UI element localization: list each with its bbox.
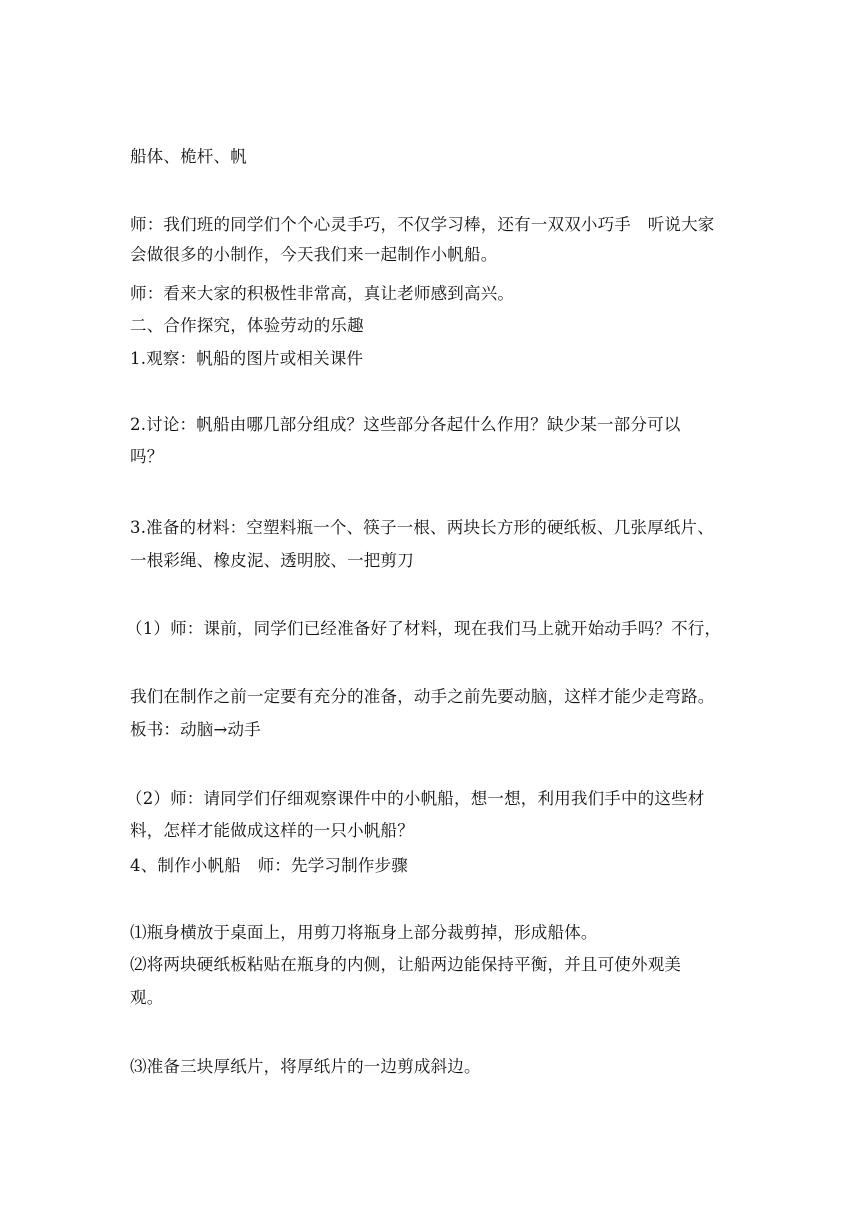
- text-line: ⑵将两块硬纸板粘贴在瓶身的内侧，让船两边能保持平衡，并且可使外观美: [130, 955, 682, 974]
- text-line: （1）师：课前，同学们已经准备好了材料，现在我们马上就开始动手吗？不行，: [126, 619, 722, 638]
- text-line: 吗？: [130, 447, 164, 466]
- text-line: 师：看来大家的积极性非常高，真让老师感到高兴。: [130, 284, 515, 303]
- text-line: 观。: [130, 988, 164, 1007]
- text-line: （2）师：请同学们仔细观察课件中的小帆船，想一想，利用我们手中的这些材: [126, 789, 705, 808]
- text-line: 2.讨论：帆船由哪几部分组成？这些部分各起什么作用？缺少某一部分可以: [130, 415, 681, 434]
- section-heading: 二、合作探究，体验劳动的乐趣: [130, 316, 364, 335]
- text-line: 板书：动脑→动手: [130, 720, 261, 739]
- text-line: 师：我们班的同学们个个心灵手巧，不仅学习棒，还有一双双小巧手 听说大家: [130, 215, 715, 234]
- text-line: 我们在制作之前一定要有充分的准备，动手之前先要动脑，这样才能少走弯路。: [130, 687, 715, 706]
- text-line: ⑴瓶身横放于桌面上，用剪刀将瓶身上部分裁剪掉，形成船体。: [130, 923, 598, 942]
- text-line: 会做很多的小制作，今天我们来一起制作小帆船。: [130, 245, 498, 264]
- text-line: 1.观察：帆船的图片或相关课件: [130, 349, 364, 368]
- text-line: 船体、桅杆、帆: [130, 147, 247, 166]
- text-line: 3.准备的材料：空塑料瓶一个、筷子一根、两块长方形的硬纸板、几张厚纸片、: [130, 518, 714, 537]
- text-line: 一根彩绳、橡皮泥、透明胶、一把剪刀: [130, 551, 414, 570]
- text-line: 4、制作小帆船 师：先学习制作步骤: [130, 856, 408, 875]
- text-line: ⑶准备三块厚纸片，将厚纸片的一边剪成斜边。: [130, 1057, 481, 1076]
- text-line: 料，怎样才能做成这样的一只小帆船？: [130, 821, 414, 840]
